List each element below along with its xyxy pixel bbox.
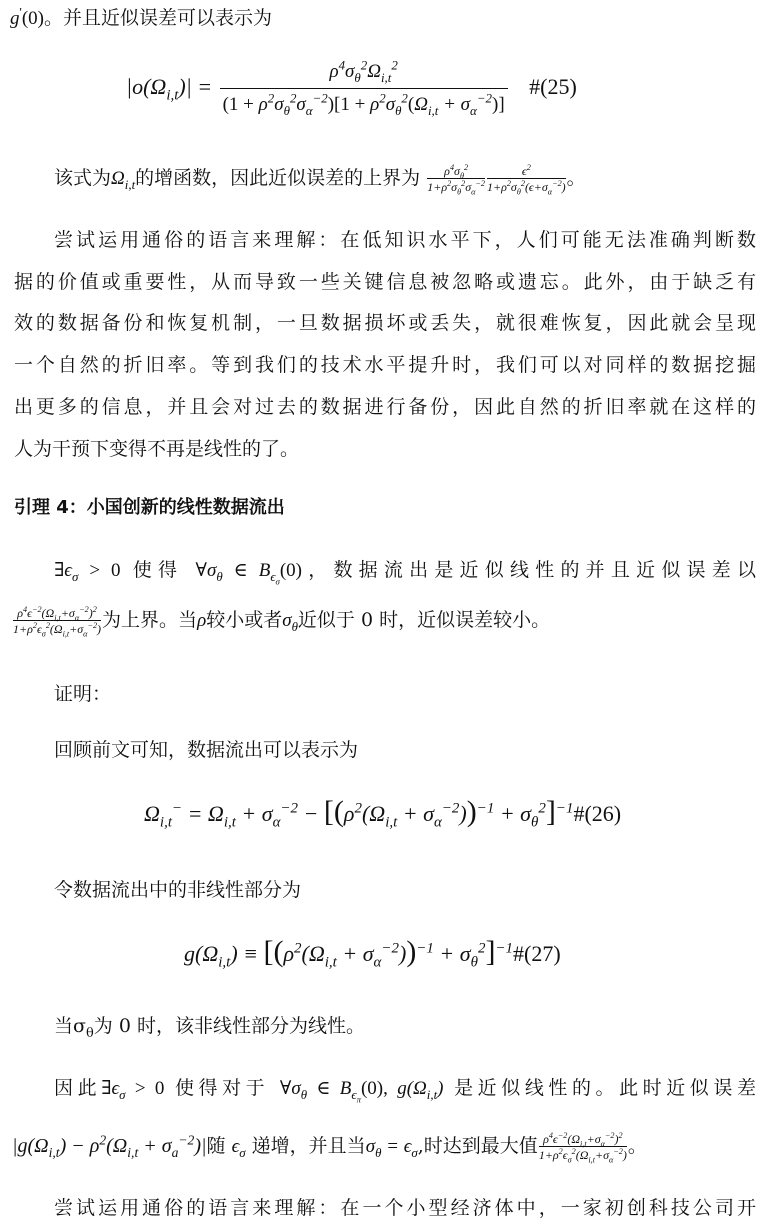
bound-end: 。 bbox=[566, 167, 586, 189]
incr-text-a: 随 bbox=[206, 1135, 226, 1157]
equation-27: $g(\Omega_{i,t}) \equiv [(\rho^2(\Omega_{i,t} + \sigma_\alpha^{-2}))^{-1}$ + $\sigma_\theta^2]^{-1}\#(27)$ bbox=[184, 935, 561, 971]
nonlinear-intro: 令数据流出中的非线性部分为 bbox=[54, 879, 302, 901]
bound-frac-1: $\frac{\rho^4\sigma_\theta^2}{1+\rho^2\sigma_\theta^2\sigma_\alpha^{-2}}$ bbox=[427, 163, 485, 197]
math-g-prime-0: g'(0) bbox=[10, 4, 44, 29]
lemma4-bound-frac: $\frac{\rho^4\epsilon^{-2}(\Omega_{i,t}+\sigma_\alpha^{-2})^2}{1+\rho^2\epsilon_\sigma^2(\Omega_{i,t}+\sigma_\alpha^{-2})}$ bbox=[13, 605, 102, 639]
para1-line-6: 人为干预下变得不再是线性的了。 bbox=[14, 438, 300, 460]
zero-text-a: 当 bbox=[54, 1015, 74, 1037]
eq27-tag: #(27) bbox=[513, 941, 561, 966]
incr-text-c: ,时达到最大值 bbox=[417, 1135, 538, 1157]
bound-text-b: 的增函数，因此近似误差的上界为 bbox=[135, 167, 421, 189]
lemma4-title: 引理 4：小国创新的线性数据流出 bbox=[14, 497, 285, 518]
lemma4-text-b: ，数据流出是近似线性的并且近似误差以 bbox=[302, 559, 756, 581]
incr-text-b: 递增，并且当 bbox=[251, 1135, 366, 1157]
zero-line: 当$\sigma_\theta$为 0 时，该非线性部分为线性。 bbox=[54, 1015, 365, 1041]
lemma4-text-a: 使得 bbox=[132, 559, 184, 581]
bound-frac-2: $\frac{\epsilon^2}{1+\rho^2\sigma_\theta^2(\epsilon+\sigma_\alpha^{-2})}$ bbox=[486, 163, 566, 197]
equation-26: $\Omega_{i,t}^- = \Omega_{i,t} + \sigma_\alpha^{-2} - [(\rho^2(\Omega_{i,t} + \sigma_\alpha^{-2}))^{-1}$ + $\sigma_\theta^2]^{-1}\#(26)$ bbox=[144, 795, 622, 831]
lemma4-line-2: $\frac{\rho^4\epsilon^{-2}(\Omega_{i,t}+\sigma_\alpha^{-2})^2}{1+\rho^2\epsilon_\sigma^2(\Omega_{i,t}+\sigma_\alpha^{-2})}$ 为上界。当ρ较小或者$\sigma_\theta$近似于 0 时，近似误差较小。 bbox=[13, 605, 551, 639]
intro-text: 。并且近似误差可以表示为 bbox=[43, 7, 272, 29]
para2-line-1: 尝试运用通俗的语言来理解：在一个小型经济体中，一家初创科技公司开 bbox=[54, 1197, 756, 1219]
lemma4-text-c: 为上界。当 bbox=[102, 609, 198, 631]
increasing-line: $|g(\Omega_{i,t}) - \rho^2(\Omega_{i,t} + \sigma_a^{-2})|$随 $\epsilon_\sigma$ 递增，并且当$\sigma_\theta = \epsilon_\sigma$,时达到最大值 $\frac{\rho^4\epsilon^{-2}(\Omega_{i,t}+\sigma_\alpha^{-2})^2}{1+\rho^2\epsilon_\sigma^2(\Omega_{i,t}+\sigma_\alpha^{-2})}$ 。 bbox=[12, 1131, 647, 1165]
equation-25: $|o(\Omega_{i,t})|$ = $\frac{\rho^4\sigma_\theta^2\Omega_{i,t}^2}{(1 + \rho^2\sigma_\theta^2\sigma_\alpha^{-2})[1 + \rho^2\sigma_\theta^2(\Omega_{i,t} + \sigma_\alpha^{-2})]}$ #(25) bbox=[126, 57, 577, 118]
hence-line: 因此$\exists\epsilon_\sigma > 0$ 使得对于 $\forall\sigma_\theta$ ∈ $B_{\epsilon_\pi}(0)$, $g(\Omega_{i,t})$ 是近似线性的。此时近似误差 bbox=[54, 1077, 756, 1105]
lemma4-line-1: $\exists\epsilon_\sigma > 0$ 使得 $\forall\sigma_\theta$ ∈ $B_{\epsilon_\sigma}(0)$，数据流出是近似线性的并且近似误差以 bbox=[54, 559, 756, 587]
proof-label: 证明： bbox=[54, 683, 112, 705]
para1-line-2: 据的价值或重要性，从而导致一些关键信息被忽略或遗忘。此外，由于缺乏有 bbox=[14, 271, 756, 293]
recall-line: 回顾前文可知，数据流出可以表示为 bbox=[54, 739, 359, 761]
eq26-tag: #(26) bbox=[573, 801, 622, 826]
max-value-frac: $\frac{\rho^4\epsilon^{-2}(\Omega_{i,t}+\sigma_\alpha^{-2})^2}{1+\rho^2\epsilon_\sigma^2(\Omega_{i,t}+\sigma_\alpha^{-2})}$ bbox=[538, 1131, 627, 1165]
bound-text-a: 该式为 bbox=[54, 167, 112, 189]
eq25-tag: #(25) bbox=[529, 73, 577, 99]
bound-line: 该式为$\Omega_{i,t}$的增函数，因此近似误差的上界为 $\frac{\rho^4\sigma_\theta^2}{1+\rho^2\sigma_\theta^2\sigma_\alpha^{-2}}$ $\frac{\epsilon^2}{1+\rho^2\sigma_\theta^2(\epsilon+\sigma_\alpha^{-2})}$ 。 bbox=[54, 163, 586, 197]
para1-line-3: 效的数据备份和恢复机制，一旦数据损坏或丢失，就很难恢复，因此就会呈现 bbox=[14, 312, 756, 334]
hence-text-c: 是近似线性的。此时近似误差 bbox=[454, 1077, 756, 1099]
intro-line bbox=[10, 6, 272, 31]
lemma4-text-d: 较小或者 bbox=[206, 609, 283, 631]
zero-text-b: 为 0 时，该非线性部分为线性。 bbox=[93, 1015, 365, 1037]
hence-text-b: 使得对于 bbox=[174, 1077, 270, 1099]
para1-line-4: 一个自然的折旧率。等到我们的技术水平提升时，我们可以对同样的数据挖掘 bbox=[14, 354, 756, 376]
para1-line-5: 出更多的信息，并且会对过去的数据进行备份，因此自然的折旧率就在这样的 bbox=[14, 396, 756, 418]
incr-end: 。 bbox=[627, 1135, 647, 1157]
para1-line-1: 尝试运用通俗的语言来理解：在低知识水平下，人们可能无法准确判断数 bbox=[54, 229, 756, 251]
hence-text-a: 因此 bbox=[54, 1077, 102, 1099]
lemma4-text-e: 近似于 0 时，近似误差较小。 bbox=[297, 609, 551, 631]
